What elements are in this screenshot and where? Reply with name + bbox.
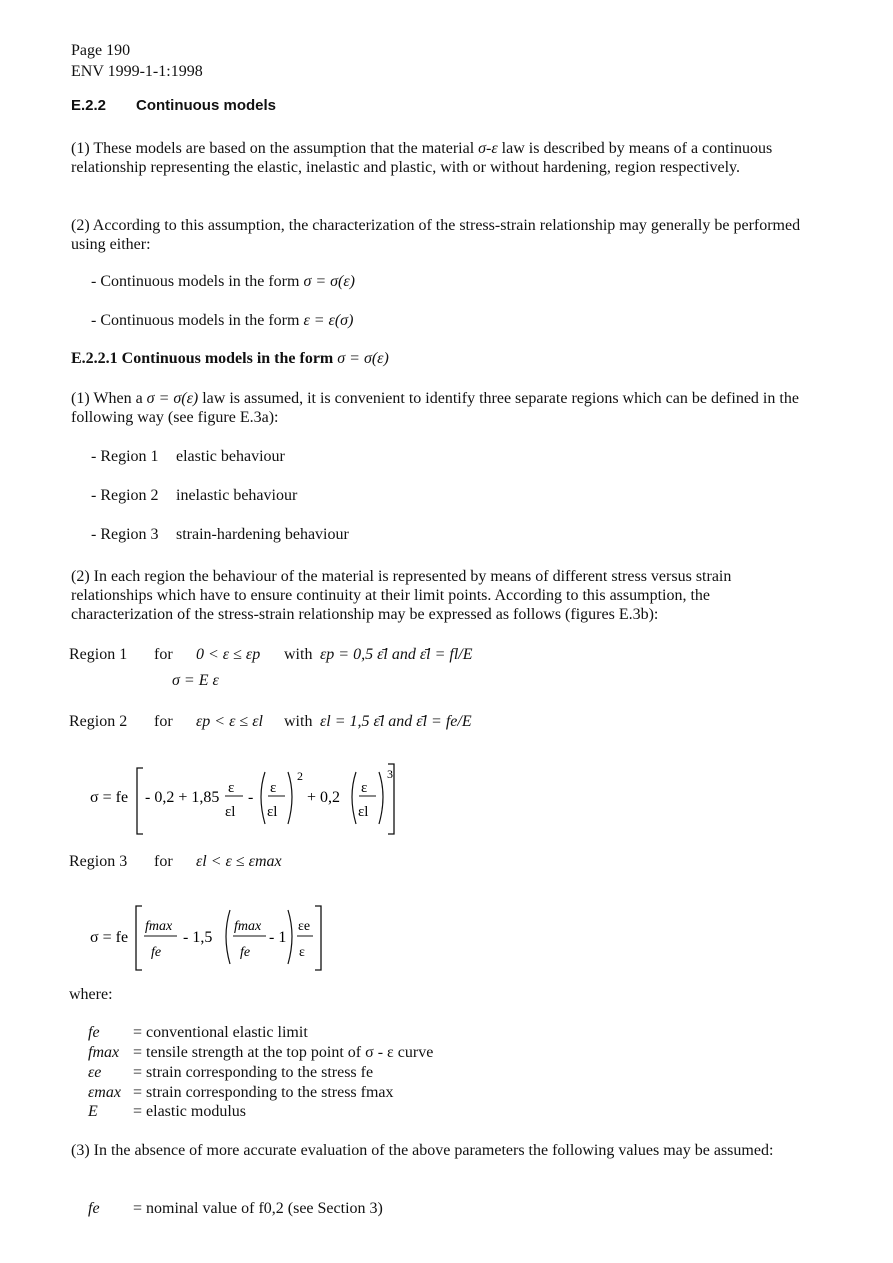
formula-2-term-2: - bbox=[248, 789, 254, 806]
sub-paragraph-1-text-b: law is assumed, it is convenient to identify three separate regions which can be defined in the following way (see figure E.3a): bbox=[71, 390, 799, 426]
formula-2-term-1: - 0,2 + 1,85 bbox=[145, 789, 220, 806]
formula-3-denominator: fe bbox=[151, 945, 162, 960]
subsection-equation: σ = σ(ε) bbox=[337, 350, 389, 367]
definition-description: = strain corresponding to the stress fe bbox=[133, 1064, 374, 1081]
sub-paragraph-1-equation: σ = σ(ε) bbox=[146, 390, 199, 407]
region-3-condition: εl < ε ≤ εmax bbox=[196, 853, 282, 870]
sub-paragraph-1-text-a: (1) When a bbox=[71, 390, 143, 407]
region-item bbox=[91, 525, 349, 544]
definition-symbol: εmax bbox=[88, 1084, 121, 1101]
subsection-title: E.2.2.1 Continuous models in the form bbox=[71, 350, 334, 367]
bracket-left bbox=[137, 768, 143, 834]
bullet-continuous-1 bbox=[91, 272, 355, 291]
definition-description: = nominal value of f0,2 (see Section 3) bbox=[133, 1200, 383, 1217]
region-1-for: for bbox=[154, 646, 173, 663]
region-2-definition: εl = 1,5 ε̄l and ε̄l = fe/E bbox=[320, 713, 472, 730]
formula-3-strain-denominator: ε bbox=[299, 945, 305, 960]
formula-3-denominator: fe bbox=[240, 945, 251, 960]
definition-description: = tensile strength at the top point of σ - ε curve bbox=[133, 1044, 434, 1061]
region-label: - Region 1 bbox=[91, 448, 159, 465]
bracket-left bbox=[136, 906, 142, 970]
where-label: where: bbox=[69, 986, 113, 1003]
definition-symbol: fmax bbox=[88, 1044, 120, 1061]
region-1-label: Region 1 bbox=[69, 646, 128, 663]
region-3-label: Region 3 bbox=[69, 853, 128, 870]
formula-3-minus-one: - 1 bbox=[269, 929, 287, 946]
formula-3-strain-numerator: εe bbox=[298, 919, 311, 934]
bullet-2-equation: ε = ε(σ) bbox=[303, 312, 354, 329]
definition-description: = conventional elastic limit bbox=[133, 1024, 308, 1041]
region-2-with: with bbox=[284, 713, 313, 730]
definition-symbol: E bbox=[88, 1103, 98, 1120]
bullet-continuous-2 bbox=[91, 311, 353, 330]
region-2-condition: εp < ε ≤ εl bbox=[196, 713, 263, 730]
definition-symbol: fe bbox=[88, 1024, 100, 1041]
formula-2-frac-den: εl bbox=[358, 804, 369, 820]
region-item bbox=[91, 486, 297, 505]
region-2-label: Region 2 bbox=[69, 713, 128, 730]
definition-description: = strain corresponding to the stress fmax bbox=[133, 1084, 394, 1101]
formula-2-frac-num: ε bbox=[361, 780, 368, 796]
paragraph-1-text-b: law is described by means of a continuous relationship representing the elastic, inelastic and plastic, with or without hardening, region respectively. bbox=[71, 140, 773, 176]
page-number: Page 190 bbox=[71, 42, 131, 59]
formula-2-frac-num: ε bbox=[270, 780, 277, 796]
paren-right bbox=[379, 772, 383, 824]
region-1-condition: 0 < ε ≤ εp bbox=[196, 646, 261, 663]
sigma-epsilon-symbol: σ-ε bbox=[478, 140, 498, 157]
paren-right bbox=[288, 910, 292, 964]
sub-paragraph-1 bbox=[71, 389, 811, 427]
document-code: ENV 1999-1-1:1998 bbox=[71, 63, 203, 80]
formula-3-lhs: σ = fe bbox=[90, 929, 129, 946]
section-title: Continuous models bbox=[136, 97, 276, 114]
paren-left bbox=[261, 772, 265, 824]
bullet-1-text: - Continuous models in the form bbox=[91, 273, 300, 290]
section-number: E.2.2 bbox=[71, 97, 107, 114]
region-2-formula bbox=[85, 760, 415, 840]
region-2-for: for bbox=[154, 713, 173, 730]
region-description: strain-hardening behaviour bbox=[176, 526, 349, 543]
formula-2-frac-den: εl bbox=[267, 804, 278, 820]
region-description: inelastic behaviour bbox=[176, 487, 298, 504]
formula-3-numerator: fmax bbox=[234, 919, 262, 934]
region-1-law: σ = E ε bbox=[172, 672, 219, 689]
region-3-formula bbox=[85, 900, 335, 975]
paren-left bbox=[226, 910, 230, 964]
formula-2-power-2: 2 bbox=[297, 769, 303, 783]
paragraph-1-text-a: (1) These models are based on the assumption that the material bbox=[71, 140, 475, 157]
bullet-1-equation: σ = σ(ε) bbox=[303, 273, 355, 290]
formula-3-numerator: fmax bbox=[145, 919, 173, 934]
region-1-definition: εp = 0,5 ε̄l and ε̄l = fl/E bbox=[320, 646, 473, 663]
formula-2-frac-num: ε bbox=[228, 780, 235, 796]
bullet-2-text: - Continuous models in the form bbox=[91, 312, 300, 329]
paragraph-2: (2) According to this assumption, the characterization of the stress-strain relationship may generally be performed using either: bbox=[71, 217, 801, 253]
region-3-for: for bbox=[154, 853, 173, 870]
formula-3-middle: - 1,5 bbox=[183, 929, 213, 946]
region-item bbox=[91, 447, 285, 466]
formula-2-frac-den: εl bbox=[225, 804, 236, 820]
sub-paragraph-2: (2) In each region the behaviour of the material is represented by means of different stress versus strain relationships which have to ensure continuity at their limit points. According to this assumption, the characterization of the stress-strain relationship may be expressed as follows (figures E.3b): bbox=[71, 568, 732, 623]
region-description: elastic behaviour bbox=[176, 448, 285, 465]
region-label: - Region 2 bbox=[91, 487, 159, 504]
subsection-heading bbox=[71, 349, 389, 368]
paren-left bbox=[352, 772, 356, 824]
region-1-with: with bbox=[284, 646, 313, 663]
paren-right bbox=[288, 772, 292, 824]
definition-symbol: fe bbox=[88, 1200, 100, 1217]
paragraph-1 bbox=[71, 139, 811, 177]
bracket-right bbox=[315, 906, 321, 970]
paragraph-3: (3) In the absence of more accurate evaluation of the above parameters the following values may be assumed: bbox=[71, 1142, 774, 1159]
region-label: - Region 3 bbox=[91, 526, 159, 543]
definition-description: = elastic modulus bbox=[133, 1103, 247, 1120]
formula-2-lhs: σ = fe bbox=[90, 789, 129, 806]
formula-2-power-3: 3 bbox=[387, 767, 393, 781]
definition-symbol: εe bbox=[88, 1064, 102, 1081]
formula-2-term-3: + 0,2 bbox=[307, 789, 341, 806]
